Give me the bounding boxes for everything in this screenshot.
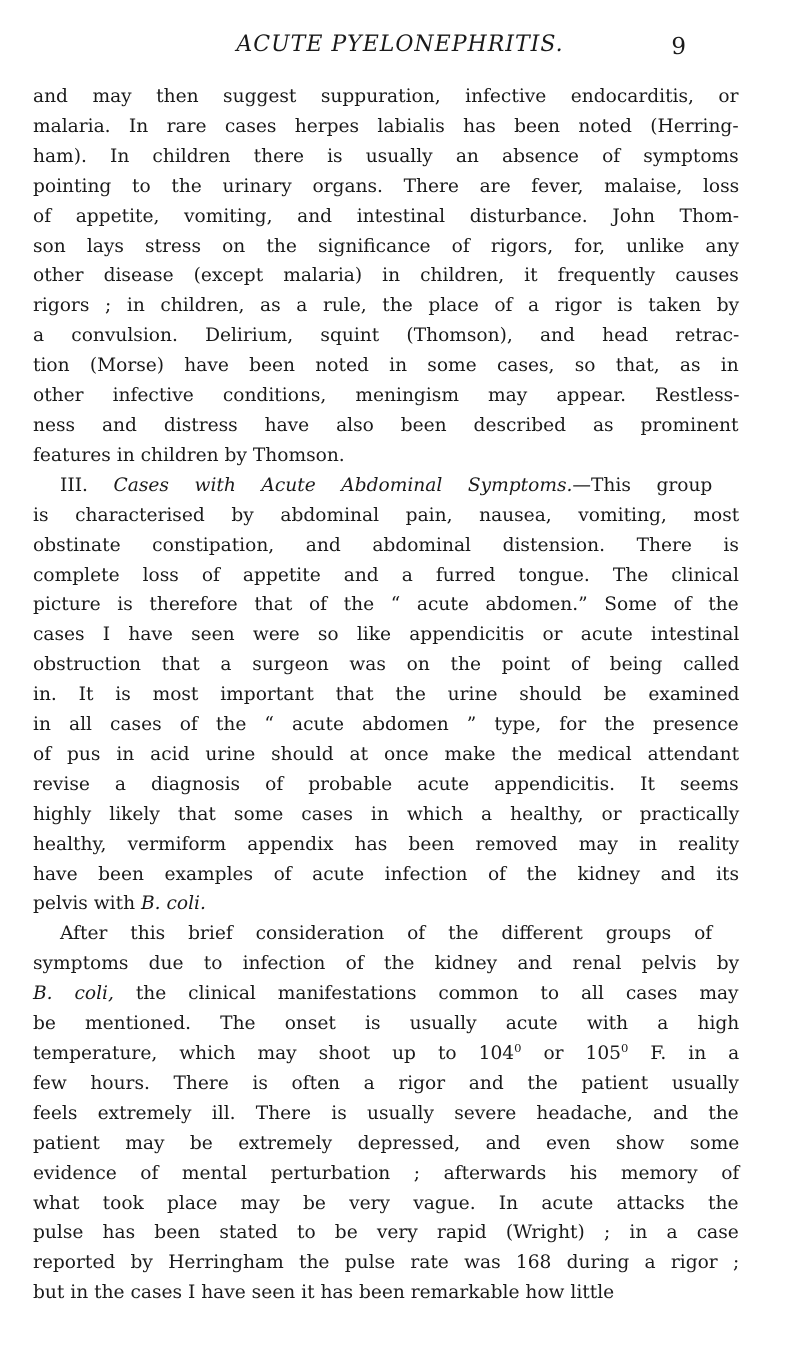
section-numeral: III. [60, 474, 88, 496]
text-line: revise a diagnosis of probable acute appendicitis. It seems [33, 773, 739, 795]
paragraph-3 [33, 919, 739, 1308]
text-line: other infective conditions, meningism may appear. Restless- [33, 385, 740, 407]
text-line: reported by Herringham the pulse rate was 168 during a rigor ; [33, 1252, 740, 1274]
text-line: in. It is most important that the urine should be examined [33, 684, 740, 706]
degree-mark: 0 [514, 1040, 522, 1055]
text-line: cases I have seen were so like appendicitis or acute intestinal [33, 624, 740, 646]
page-header [0, 30, 800, 60]
text-line [33, 471, 739, 501]
text-line: rigors ; in children, as a rule, the place of a rigor is taken by [33, 295, 740, 317]
text-line: but in the cases I have seen it has been remarkable how little [33, 1282, 615, 1304]
text-line: ness and distress have also been described as prominent [33, 414, 739, 436]
text-line: malaria. In rare cases herpes labialis has been noted (Herring- [33, 115, 739, 137]
text-line: feels extremely ill. There is usually severe headache, and the [33, 1102, 739, 1124]
text-line: highly likely that some cases in which a healthy, or practically [33, 803, 740, 825]
text-line: of appetite, vomiting, and intestinal disturbance. John Thom- [33, 205, 740, 227]
text-line: a convulsion. Delirium, squint (Thomson), and head retrac- [33, 325, 740, 347]
paragraph-1 [33, 82, 739, 471]
text-line: obstruction that a surgeon was on the point of being called [33, 654, 740, 676]
text-line [33, 889, 739, 919]
text-line: After this brief consideration of the different groups of [60, 923, 713, 945]
text-line: features in children by Thomson. [33, 444, 345, 466]
text-line: other disease (except malaria) in children, it frequently causes [33, 265, 739, 287]
text-line: is characterised by abdominal pain, nausea, vomiting, most [33, 504, 740, 526]
text-line: ham). In children there is usually an absence of symptoms [33, 145, 739, 167]
text-line: and may then suggest suppuration, infective endocarditis, or [33, 86, 739, 107]
text-line: few hours. There is often a rigor and the patient usually [33, 1072, 739, 1094]
text-fragment: or 105 [521, 1043, 622, 1064]
text-line: tion (Morse) have been noted in some cases, so that, as in [33, 355, 739, 377]
text-line: evidence of mental perturbation ; afterwards his memory of [33, 1162, 740, 1184]
text-line: healthy, vermiform appendix has been removed may in reality [33, 833, 740, 855]
text-line: son lays stress on the significance of rigors, for, unlike any [33, 235, 739, 257]
text-line [33, 1039, 739, 1069]
degree-mark: 0 [621, 1040, 629, 1055]
text-line: picture is therefore that of the “ acute abdomen.” Some of the [33, 594, 739, 616]
text-fragment: temperature, which may shoot up to 104 [33, 1043, 515, 1064]
text-line: symptoms due to infection of the kidney and renal pelvis by [33, 953, 740, 975]
species-name: B. coli. [141, 893, 206, 915]
section-heading: Cases with Acute Abdominal Symptoms. [113, 474, 573, 496]
text-fragment: pelvis with [33, 893, 136, 915]
text-fragment: the clinical manifestations common to all cases may [113, 983, 739, 1005]
text-line: patient may be extremely depressed, and even show some [33, 1132, 740, 1154]
text-line: be mentioned. The onset is usually acute with a high [33, 1013, 740, 1035]
page-number: 9 [671, 34, 686, 60]
text-line: in all cases of the “ acute abdomen ” type, for the presence [33, 714, 739, 736]
text-line [33, 979, 739, 1009]
text-line: have been examples of acute infection of the kidney and its [33, 863, 740, 885]
body-text [33, 82, 739, 1308]
text-line: pointing to the urinary organs. There are fever, malaise, loss [33, 175, 740, 197]
text-fragment: F. in a [628, 1043, 740, 1064]
text-line: what took place may be very vague. In acute attacks the [33, 1192, 739, 1214]
text-line: pulse has been stated to be very rapid (Wright) ; in a case [33, 1222, 739, 1244]
text-line: obstinate constipation, and abdominal distension. There is [33, 534, 739, 556]
text-fragment: —This group [572, 474, 713, 496]
text-line: of pus in acid urine should at once make the medical attendant [33, 743, 740, 765]
paragraph-2 [33, 471, 739, 920]
running-title: ACUTE PYELONEPHRITIS. [236, 32, 564, 57]
text-line: complete loss of appetite and a furred tongue. The clinical [33, 564, 739, 586]
species-name: B. coli, [33, 983, 114, 1005]
